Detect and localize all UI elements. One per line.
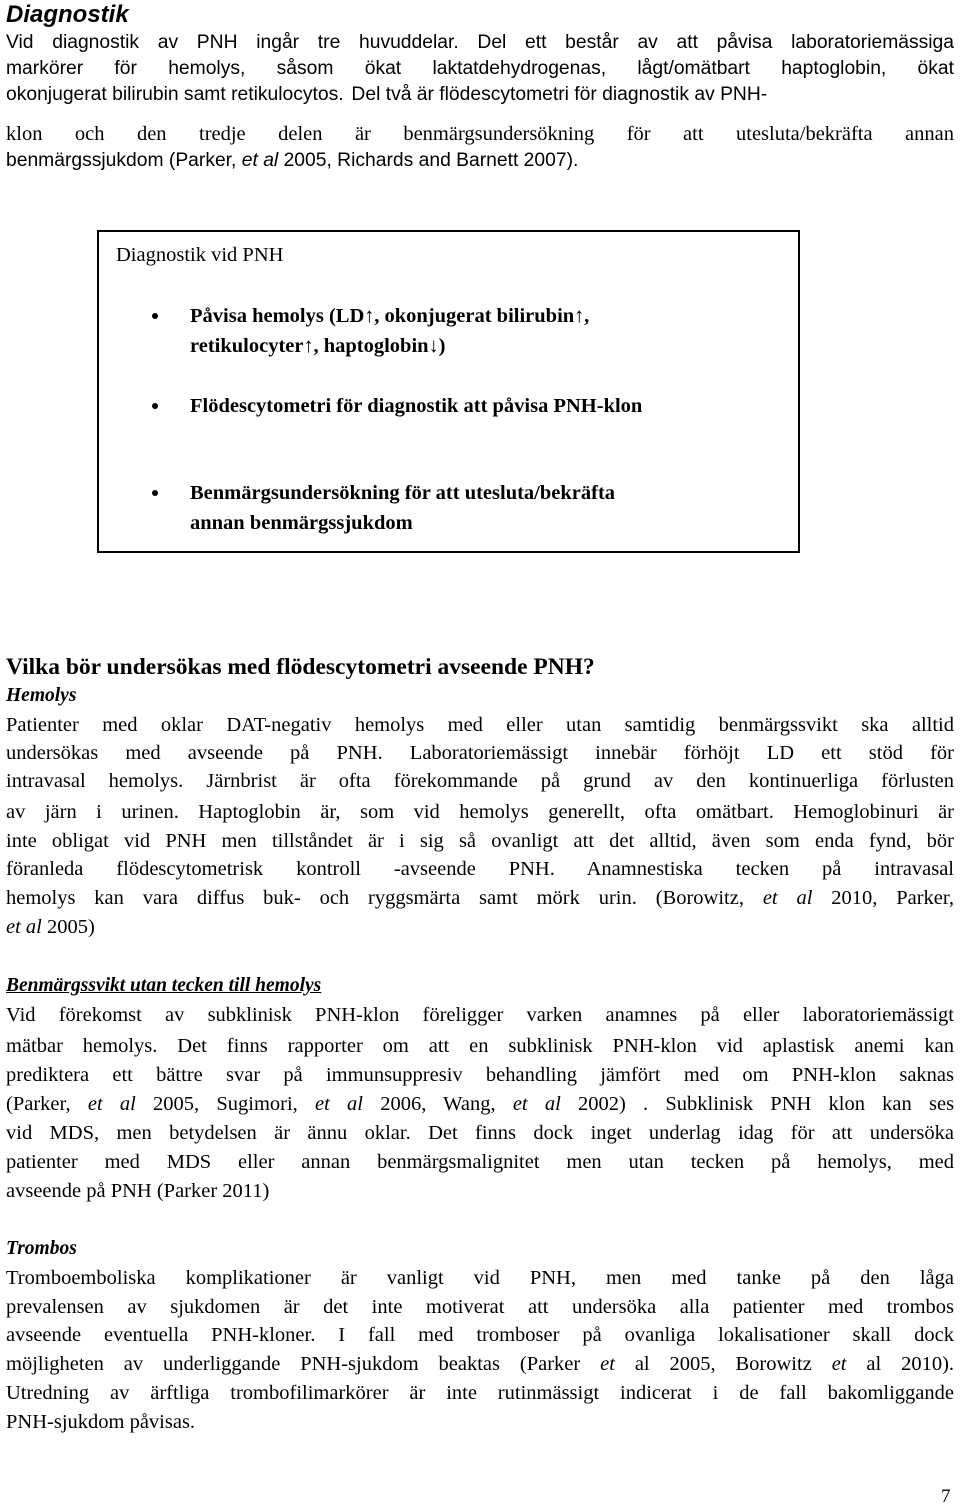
benmarg-line-1: Vid förekomst av subklinisk PNH-klon föreligger varken anamnes på eller laboratoriemässigt <box>6 1004 954 1026</box>
intro-line-5-a: benmärgssjukdom (Parker, <box>6 150 237 171</box>
box-bullet-3-line-1: Benmärgsundersökning för att utesluta/bekräfta <box>190 482 616 504</box>
hemolys-line-8 <box>6 914 954 940</box>
section-title-diagnostik: Diagnostik <box>6 1 129 28</box>
box-title: Diagnostik vid PNH <box>116 244 284 266</box>
bullet-1-text-f: ) <box>438 335 446 357</box>
bullet-icon <box>152 490 158 496</box>
intro-line-3 <box>6 82 954 108</box>
box-bullet-3-line-2: annan benmärgssjukdom <box>190 512 413 534</box>
bullet-icon <box>152 403 158 409</box>
trombos-line-6: PNH-sjukdom påvisas. <box>6 1411 196 1433</box>
trombos-et-2: et <box>831 1353 847 1375</box>
hemolys-line-7 <box>6 885 954 911</box>
benmarg-line-7: avseende på PNH (Parker 2011) <box>6 1180 270 1202</box>
hemolys-line-2: undersökas med avseende på PNH. Laboratoriemässigt innebär förhöjt LD ett stöd för <box>6 742 954 764</box>
benmarg-line-5-a: vid MDS, men betydelsen är ännu oklar <box>6 1122 406 1144</box>
trombos-line-2: prevalensen av sjukdomen är det inte motiverat att undersöka alla patienter med trombos <box>6 1296 954 1318</box>
arrow-up-icon: ↑ <box>574 305 585 327</box>
trombos-line-1: Tromboemboliska komplikationer är vanligt vid PNH, men med tanke på den låga <box>6 1267 954 1289</box>
bullet-1-text-c: , <box>584 305 590 327</box>
benmarg-line-4-c: 2006, Wang, <box>380 1093 496 1115</box>
bullet-icon <box>152 313 158 319</box>
benmarg-line-4-a: (Parker, <box>6 1093 71 1115</box>
hemolys-line-7-a: hemolys kan vara diffus buk- och ryggsmärta samt mörk urin. (Borowitz, <box>6 887 744 909</box>
hemolys-line-1: Patienter med oklar DAT-negativ hemolys med eller utan samtidig benmärgssvikt ska alltid <box>6 714 954 736</box>
benmarg-et-al-1: et al <box>87 1093 136 1115</box>
arrow-up-icon: ↑ <box>364 305 375 327</box>
intro-line-1: Vid diagnostik av PNH ingår tre huvuddelar. Del ett består av att påvisa laboratoriemässiga <box>6 32 954 53</box>
hemolys-et-al-2: et al <box>6 916 42 938</box>
arrow-down-icon: ↓ <box>428 335 439 357</box>
box-bullet-2: Flödescytometri för diagnostik att påvisa PNH-klon <box>190 395 643 417</box>
hemolys-line-8-b: 2005) <box>47 916 95 938</box>
hemolys-et-al-1: et al <box>762 887 813 909</box>
box-bullet-1-line-1 <box>190 303 589 329</box>
section-heading: Vilka bör undersökas med flödescytometri avseende PNH? <box>6 654 595 680</box>
trombos-line-4-c: al 2010). <box>866 1353 955 1375</box>
hemolys-line-3: intravasal hemolys. Järnbrist är ofta förekommande på grund av den kontinuerliga förlusten <box>6 770 954 792</box>
arrow-up-icon: ↑ <box>303 335 314 357</box>
trombos-line-4 <box>6 1351 954 1377</box>
hemolys-line-5: inte obligat vid PNH men tillståndet är i sig så ovanligt att det alltid, även som enda fynd, bör <box>6 830 954 852</box>
hemolys-line-4: av järn i urinen. Haptoglobin är, som vid hemolys generellt, ofta omätbart. Hemoglobinuri är <box>6 801 954 823</box>
benmarg-line-4 <box>6 1091 954 1117</box>
intro-line-2: markörer för hemolys, såsom ökat laktatdehydrogenas, lågt/omätbart haptoglobin, ökat <box>6 58 954 79</box>
benmarg-line-3: prediktera ett bättre svar på immunsuppresiv behandling jämfört med om PNH-klon saknas <box>6 1064 954 1086</box>
intro-line-3-b: Del två är flödescytometri för diagnostik av PNH- <box>351 84 768 105</box>
benmarg-et-al-3: et al <box>512 1093 561 1115</box>
subheading-hemolys: Hemolys <box>6 685 77 706</box>
trombos-line-3: avseende eventuella PNH-kloner. I fall med tromboser på ovanliga lokalisationer skall dock <box>6 1324 954 1346</box>
bullet-1-text-a: Påvisa hemolys (LD <box>190 305 365 327</box>
page-number: 7 <box>941 1486 951 1507</box>
benmarg-line-4-d: 2002) <box>578 1093 626 1115</box>
benmarg-et-al-2: et al <box>315 1093 363 1115</box>
intro-line-5-b: 2005, Richards and Barnett 2007). <box>283 150 579 171</box>
benmarg-line-5-b: . Det finns dock inget underlag idag för att undersöka <box>405 1122 954 1144</box>
subheading-benmargssvikt: Benmärgssvikt utan tecken till hemolys <box>6 975 322 996</box>
subheading-trombos: Trombos <box>6 1238 77 1259</box>
trombos-et-1: et <box>600 1353 615 1375</box>
benmarg-line-4-e: . Subklinisk PNH klon kan ses <box>643 1093 955 1115</box>
trombos-line-4-a: möjligheten av underliggande PNH-sjukdom beaktas (Parker <box>6 1353 581 1375</box>
intro-et-al: et al <box>241 150 279 171</box>
benmarg-line-6: patienter med MDS eller annan benmärgsmalignitet men utan tecken på hemolys, med <box>6 1151 954 1173</box>
benmarg-line-2: mätbar hemolys. Det finns rapporter om att en subklinisk PNH-klon vid aplastisk anemi kan <box>6 1035 954 1057</box>
hemolys-line-7-b: 2010, Parker, <box>831 887 955 909</box>
box-bullet-1-line-2 <box>190 333 445 359</box>
intro-line-3-a: okonjugerat bilirubin samt retikulocytos. <box>6 84 344 105</box>
benmarg-line-5 <box>6 1120 954 1146</box>
bullet-1-text-e: , haptoglobin <box>313 335 429 357</box>
hemolys-line-6: föranleda flödescytometrisk kontroll -avseende PNH. Anamnestiska tecken på intravasal <box>6 858 954 880</box>
bullet-1-text-b: , okonjugerat bilirubin <box>374 305 575 327</box>
benmarg-line-4-b: 2005, Sugimori, <box>153 1093 298 1115</box>
bullet-1-text-d: retikulocyter <box>190 335 304 357</box>
trombos-line-5: Utredning av ärftliga trombofilimarkörer är inte rutinmässigt indicerat i de fall bakomliggande <box>6 1382 954 1404</box>
intro-line-5 <box>6 148 954 174</box>
intro-line-4: klon och den tredje delen är benmärgsundersökning för att utesluta/bekräfta annan <box>6 123 954 145</box>
trombos-line-4-b: al 2005, Borowitz <box>634 1353 812 1375</box>
